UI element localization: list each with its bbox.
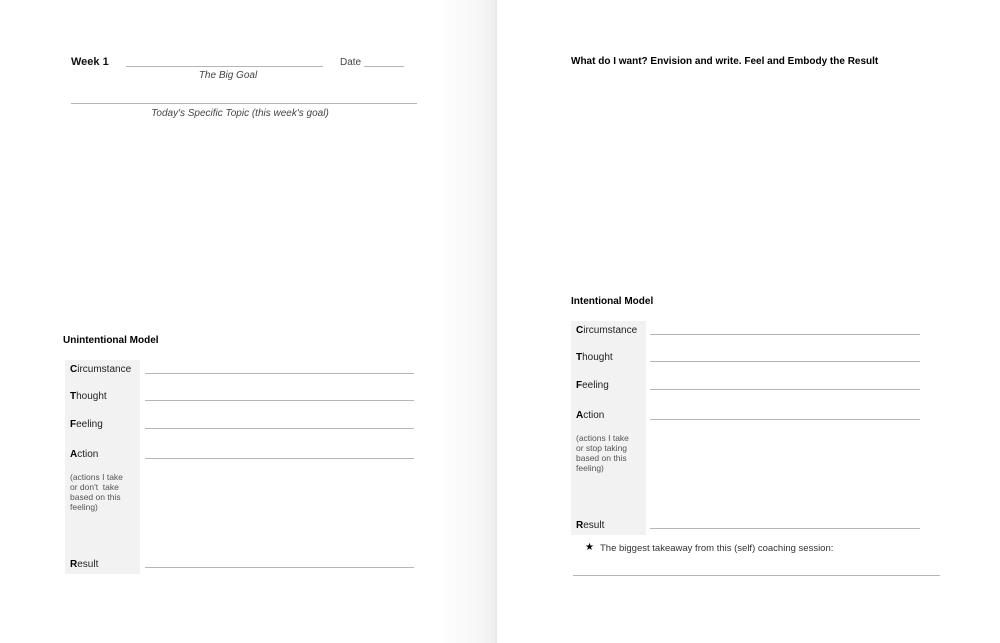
topic-line[interactable] — [71, 103, 417, 104]
circumstance-label: Circumstance — [576, 325, 638, 336]
thought-line[interactable] — [145, 400, 414, 401]
circumstance-label: Circumstance — [70, 364, 132, 375]
action-label: Action — [70, 449, 99, 460]
topic-caption: Today's Specific Topic (this week's goal) — [151, 108, 329, 119]
left-page — [0, 0, 496, 643]
feeling-label: Feeling — [70, 419, 103, 430]
prompt-title: What do I want? Envision and write. Feel and Embody the Result — [571, 56, 879, 67]
feeling-line[interactable] — [650, 389, 920, 390]
feeling-line[interactable] — [145, 428, 414, 429]
action-line[interactable] — [145, 458, 414, 459]
takeaway-prompt: The biggest takeaway from this (self) coaching session: — [600, 543, 834, 554]
takeaway-line[interactable] — [573, 575, 940, 576]
circumstance-line[interactable] — [650, 334, 920, 335]
result-line[interactable] — [650, 528, 920, 529]
right-page — [497, 0, 1000, 643]
week-label: Week 1 — [71, 56, 109, 68]
result-label: Result — [70, 559, 99, 570]
result-line[interactable] — [145, 567, 414, 568]
big-goal-caption: The Big Goal — [198, 70, 258, 81]
thought-line[interactable] — [650, 361, 920, 362]
date-label: Date — [340, 57, 362, 68]
action-note: (actions I take or don't take based on this feeling) — [70, 472, 123, 512]
big-goal-line[interactable] — [126, 66, 323, 67]
circumstance-line[interactable] — [145, 373, 414, 374]
thought-label: Thought — [576, 352, 613, 363]
thought-label: Thought — [70, 391, 107, 402]
star-icon: ★ — [585, 542, 594, 553]
result-label: Result — [576, 520, 605, 531]
intentional-model-title: Intentional Model — [571, 296, 654, 307]
unintentional-model-title: Unintentional Model — [63, 335, 159, 346]
action-note: (actions I take or stop taking based on this feeling) — [576, 433, 629, 473]
feeling-label: Feeling — [576, 380, 609, 391]
date-line[interactable] — [364, 66, 404, 67]
action-line[interactable] — [650, 419, 920, 420]
envision-writing-area[interactable] — [571, 72, 951, 272]
action-label: Action — [576, 410, 605, 421]
